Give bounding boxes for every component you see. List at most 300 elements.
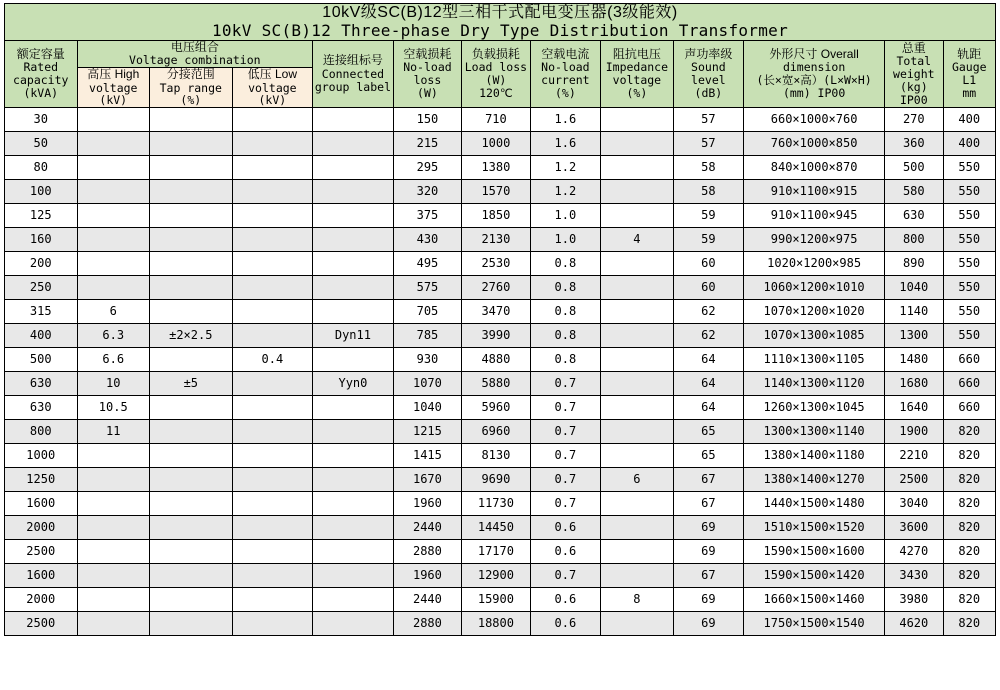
cell-low-voltage bbox=[232, 204, 313, 228]
cell-overall-dimension: 1020×1200×985 bbox=[744, 252, 885, 276]
cell-connected-group bbox=[313, 156, 394, 180]
cell-gauge: 400 bbox=[943, 108, 996, 132]
cell-load-loss: 2760 bbox=[462, 276, 530, 300]
cell-impedance-voltage bbox=[601, 324, 674, 348]
cell-load-loss: 11730 bbox=[462, 492, 530, 516]
cell-impedance-voltage: 8 bbox=[601, 588, 674, 612]
cell-total-weight: 580 bbox=[885, 180, 943, 204]
header-overall-dimension: 外形尺寸 Overall dimension (长×宽×高）(L×W×H)(mm) IP00 bbox=[744, 40, 885, 108]
cell-impedance-voltage bbox=[601, 300, 674, 324]
cell-no-load-current: 0.7 bbox=[530, 444, 600, 468]
cell-tap-range: ±2×2.5 bbox=[150, 324, 233, 348]
cell-no-load-current: 0.8 bbox=[530, 324, 600, 348]
cell-low-voltage bbox=[232, 468, 313, 492]
cell-connected-group bbox=[313, 468, 394, 492]
cell-low-voltage bbox=[232, 516, 313, 540]
cell-tap-range bbox=[150, 396, 233, 420]
table-row bbox=[5, 372, 996, 396]
cell-load-loss: 1850 bbox=[462, 204, 530, 228]
cell-low-voltage bbox=[232, 564, 313, 588]
cell-impedance-voltage bbox=[601, 540, 674, 564]
cell-high-voltage: 6 bbox=[77, 300, 150, 324]
cell-rated-capacity: 250 bbox=[5, 276, 78, 300]
cell-connected-group bbox=[313, 228, 394, 252]
cell-tap-range bbox=[150, 492, 233, 516]
cell-load-loss: 5960 bbox=[462, 396, 530, 420]
header-tap-range: 分接范围 Tap range (%) bbox=[150, 68, 233, 108]
cell-overall-dimension: 990×1200×975 bbox=[744, 228, 885, 252]
cell-rated-capacity: 1250 bbox=[5, 468, 78, 492]
cell-total-weight: 500 bbox=[885, 156, 943, 180]
cell-gauge: 820 bbox=[943, 492, 996, 516]
header-no-load-loss: 空载损耗 No-load loss (W) bbox=[393, 40, 461, 108]
cell-no-load-current: 0.6 bbox=[530, 540, 600, 564]
cell-tap-range bbox=[150, 348, 233, 372]
cell-load-loss: 710 bbox=[462, 108, 530, 132]
cell-connected-group bbox=[313, 300, 394, 324]
cell-no-load-current: 1.2 bbox=[530, 180, 600, 204]
cell-load-loss: 5880 bbox=[462, 372, 530, 396]
header-voltage-combination: 电压组合 Voltage combination bbox=[77, 40, 313, 67]
cell-total-weight: 1900 bbox=[885, 420, 943, 444]
cell-impedance-voltage bbox=[601, 252, 674, 276]
cell-sound-level: 62 bbox=[673, 324, 743, 348]
title-row bbox=[5, 4, 996, 41]
cell-total-weight: 4270 bbox=[885, 540, 943, 564]
cell-impedance-voltage bbox=[601, 372, 674, 396]
table-row bbox=[5, 180, 996, 204]
cell-tap-range bbox=[150, 108, 233, 132]
cell-high-voltage bbox=[77, 204, 150, 228]
cell-no-load-loss: 1215 bbox=[393, 420, 461, 444]
cell-overall-dimension: 760×1000×850 bbox=[744, 132, 885, 156]
cell-sound-level: 60 bbox=[673, 252, 743, 276]
header-no-load-current: 空载电流 No-load current (%) bbox=[530, 40, 600, 108]
cell-total-weight: 890 bbox=[885, 252, 943, 276]
cell-no-load-loss: 1960 bbox=[393, 564, 461, 588]
header-impedance-voltage: 阻抗电压 Impedance voltage (%) bbox=[601, 40, 674, 108]
cell-rated-capacity: 500 bbox=[5, 348, 78, 372]
table-row bbox=[5, 564, 996, 588]
cell-sound-level: 69 bbox=[673, 516, 743, 540]
header-total-weight: 总重 Total weight (kg) IP00 bbox=[885, 40, 943, 108]
cell-no-load-loss: 295 bbox=[393, 156, 461, 180]
cell-sound-level: 64 bbox=[673, 396, 743, 420]
cell-overall-dimension: 1110×1300×1105 bbox=[744, 348, 885, 372]
cell-no-load-current: 0.8 bbox=[530, 300, 600, 324]
cell-gauge: 550 bbox=[943, 204, 996, 228]
cell-impedance-voltage bbox=[601, 132, 674, 156]
cell-low-voltage bbox=[232, 228, 313, 252]
cell-load-loss: 18800 bbox=[462, 612, 530, 636]
cell-total-weight: 1300 bbox=[885, 324, 943, 348]
cell-low-voltage bbox=[232, 324, 313, 348]
cell-tap-range bbox=[150, 612, 233, 636]
cell-overall-dimension: 1060×1200×1010 bbox=[744, 276, 885, 300]
table-row bbox=[5, 204, 996, 228]
cell-connected-group bbox=[313, 396, 394, 420]
cell-high-voltage: 11 bbox=[77, 420, 150, 444]
cell-no-load-loss: 1670 bbox=[393, 468, 461, 492]
cell-rated-capacity: 2500 bbox=[5, 540, 78, 564]
cell-no-load-loss: 215 bbox=[393, 132, 461, 156]
cell-gauge: 550 bbox=[943, 156, 996, 180]
cell-sound-level: 65 bbox=[673, 420, 743, 444]
cell-load-loss: 12900 bbox=[462, 564, 530, 588]
cell-tap-range bbox=[150, 420, 233, 444]
cell-total-weight: 630 bbox=[885, 204, 943, 228]
sheet-title bbox=[5, 4, 996, 41]
table-row bbox=[5, 276, 996, 300]
cell-low-voltage bbox=[232, 132, 313, 156]
cell-total-weight: 4620 bbox=[885, 612, 943, 636]
cell-no-load-current: 0.7 bbox=[530, 420, 600, 444]
cell-total-weight: 2210 bbox=[885, 444, 943, 468]
cell-tap-range bbox=[150, 588, 233, 612]
cell-overall-dimension: 660×1000×760 bbox=[744, 108, 885, 132]
cell-high-voltage: 6.6 bbox=[77, 348, 150, 372]
cell-rated-capacity: 160 bbox=[5, 228, 78, 252]
cell-overall-dimension: 1750×1500×1540 bbox=[744, 612, 885, 636]
cell-low-voltage bbox=[232, 180, 313, 204]
cell-high-voltage: 6.3 bbox=[77, 324, 150, 348]
cell-sound-level: 64 bbox=[673, 348, 743, 372]
cell-tap-range bbox=[150, 204, 233, 228]
cell-total-weight: 3040 bbox=[885, 492, 943, 516]
title-chinese: 10kV级SC(B)12型三相干式配电变压器(3级能效) bbox=[322, 4, 678, 21]
cell-impedance-voltage bbox=[601, 420, 674, 444]
header-connected-group: 连接组标号 Connected group label bbox=[313, 40, 394, 108]
header-low-voltage: 低压 Low voltage (kV) bbox=[232, 68, 313, 108]
cell-total-weight: 3430 bbox=[885, 564, 943, 588]
cell-no-load-current: 1.2 bbox=[530, 156, 600, 180]
table-row bbox=[5, 492, 996, 516]
cell-impedance-voltage bbox=[601, 564, 674, 588]
cell-overall-dimension: 840×1000×870 bbox=[744, 156, 885, 180]
cell-overall-dimension: 1070×1300×1085 bbox=[744, 324, 885, 348]
cell-gauge: 820 bbox=[943, 444, 996, 468]
cell-sound-level: 62 bbox=[673, 300, 743, 324]
table-row bbox=[5, 468, 996, 492]
cell-gauge: 820 bbox=[943, 588, 996, 612]
cell-connected-group: Yyn0 bbox=[313, 372, 394, 396]
cell-sound-level: 69 bbox=[673, 588, 743, 612]
cell-overall-dimension: 1300×1300×1140 bbox=[744, 420, 885, 444]
cell-high-voltage bbox=[77, 180, 150, 204]
cell-load-loss: 1570 bbox=[462, 180, 530, 204]
cell-tap-range bbox=[150, 180, 233, 204]
table-row bbox=[5, 300, 996, 324]
cell-load-loss: 4880 bbox=[462, 348, 530, 372]
cell-impedance-voltage bbox=[601, 180, 674, 204]
cell-low-voltage bbox=[232, 444, 313, 468]
cell-tap-range bbox=[150, 228, 233, 252]
cell-sound-level: 58 bbox=[673, 180, 743, 204]
cell-connected-group bbox=[313, 132, 394, 156]
cell-high-voltage: 10 bbox=[77, 372, 150, 396]
cell-high-voltage bbox=[77, 540, 150, 564]
cell-rated-capacity: 1000 bbox=[5, 444, 78, 468]
cell-rated-capacity: 315 bbox=[5, 300, 78, 324]
transformer-spec-table bbox=[4, 3, 996, 636]
cell-no-load-current: 0.7 bbox=[530, 372, 600, 396]
cell-no-load-current: 0.8 bbox=[530, 252, 600, 276]
cell-connected-group bbox=[313, 108, 394, 132]
cell-load-loss: 1000 bbox=[462, 132, 530, 156]
cell-rated-capacity: 80 bbox=[5, 156, 78, 180]
cell-low-voltage bbox=[232, 156, 313, 180]
cell-connected-group bbox=[313, 612, 394, 636]
cell-connected-group bbox=[313, 516, 394, 540]
cell-connected-group bbox=[313, 180, 394, 204]
cell-load-loss: 15900 bbox=[462, 588, 530, 612]
cell-sound-level: 57 bbox=[673, 132, 743, 156]
cell-gauge: 550 bbox=[943, 228, 996, 252]
cell-tap-range bbox=[150, 300, 233, 324]
cell-impedance-voltage bbox=[601, 612, 674, 636]
cell-high-voltage bbox=[77, 564, 150, 588]
cell-no-load-current: 0.7 bbox=[530, 564, 600, 588]
cell-low-voltage bbox=[232, 396, 313, 420]
cell-gauge: 820 bbox=[943, 612, 996, 636]
cell-connected-group bbox=[313, 348, 394, 372]
header-gauge: 轨距 Gauge L1 mm bbox=[943, 40, 996, 108]
cell-tap-range bbox=[150, 276, 233, 300]
cell-gauge: 550 bbox=[943, 276, 996, 300]
header-sound-level: 声功率级 Sound level (dB) bbox=[673, 40, 743, 108]
cell-sound-level: 57 bbox=[673, 108, 743, 132]
cell-overall-dimension: 910×1100×915 bbox=[744, 180, 885, 204]
cell-no-load-current: 0.7 bbox=[530, 492, 600, 516]
cell-high-voltage bbox=[77, 516, 150, 540]
cell-impedance-voltage: 4 bbox=[601, 228, 674, 252]
table-row bbox=[5, 588, 996, 612]
header-rated-capacity: 额定容量 Rated capacity (kVA) bbox=[5, 40, 78, 108]
cell-total-weight: 800 bbox=[885, 228, 943, 252]
cell-low-voltage bbox=[232, 492, 313, 516]
cell-tap-range bbox=[150, 540, 233, 564]
table-row bbox=[5, 252, 996, 276]
cell-no-load-loss: 930 bbox=[393, 348, 461, 372]
cell-total-weight: 1680 bbox=[885, 372, 943, 396]
cell-gauge: 820 bbox=[943, 516, 996, 540]
cell-connected-group bbox=[313, 204, 394, 228]
cell-overall-dimension: 1440×1500×1480 bbox=[744, 492, 885, 516]
cell-rated-capacity: 2000 bbox=[5, 516, 78, 540]
cell-load-loss: 9690 bbox=[462, 468, 530, 492]
cell-low-voltage: 0.4 bbox=[232, 348, 313, 372]
cell-sound-level: 59 bbox=[673, 228, 743, 252]
cell-load-loss: 17170 bbox=[462, 540, 530, 564]
cell-connected-group bbox=[313, 252, 394, 276]
cell-total-weight: 2500 bbox=[885, 468, 943, 492]
cell-impedance-voltage: 6 bbox=[601, 468, 674, 492]
cell-tap-range bbox=[150, 252, 233, 276]
cell-gauge: 660 bbox=[943, 372, 996, 396]
cell-impedance-voltage bbox=[601, 492, 674, 516]
cell-impedance-voltage bbox=[601, 516, 674, 540]
cell-total-weight: 1640 bbox=[885, 396, 943, 420]
cell-rated-capacity: 2500 bbox=[5, 612, 78, 636]
cell-total-weight: 1040 bbox=[885, 276, 943, 300]
cell-low-voltage bbox=[232, 252, 313, 276]
cell-rated-capacity: 800 bbox=[5, 420, 78, 444]
cell-sound-level: 67 bbox=[673, 468, 743, 492]
cell-tap-range bbox=[150, 564, 233, 588]
table-body bbox=[5, 108, 996, 636]
cell-overall-dimension: 910×1100×945 bbox=[744, 204, 885, 228]
cell-overall-dimension: 1510×1500×1520 bbox=[744, 516, 885, 540]
cell-no-load-loss: 430 bbox=[393, 228, 461, 252]
cell-high-voltage bbox=[77, 468, 150, 492]
cell-rated-capacity: 100 bbox=[5, 180, 78, 204]
header-high-voltage: 高压 High voltage (kV) bbox=[77, 68, 150, 108]
cell-no-load-loss: 1040 bbox=[393, 396, 461, 420]
cell-impedance-voltage bbox=[601, 396, 674, 420]
cell-sound-level: 60 bbox=[673, 276, 743, 300]
cell-no-load-loss: 320 bbox=[393, 180, 461, 204]
cell-no-load-current: 0.6 bbox=[530, 612, 600, 636]
cell-no-load-current: 1.0 bbox=[530, 204, 600, 228]
cell-no-load-loss: 575 bbox=[393, 276, 461, 300]
cell-overall-dimension: 1380×1400×1180 bbox=[744, 444, 885, 468]
cell-rated-capacity: 2000 bbox=[5, 588, 78, 612]
cell-connected-group bbox=[313, 276, 394, 300]
cell-tap-range: ±5 bbox=[150, 372, 233, 396]
cell-sound-level: 69 bbox=[673, 612, 743, 636]
cell-high-voltage bbox=[77, 492, 150, 516]
cell-impedance-voltage bbox=[601, 108, 674, 132]
cell-overall-dimension: 1380×1400×1270 bbox=[744, 468, 885, 492]
cell-gauge: 820 bbox=[943, 468, 996, 492]
cell-connected-group bbox=[313, 540, 394, 564]
cell-high-voltage bbox=[77, 228, 150, 252]
table-row bbox=[5, 396, 996, 420]
cell-total-weight: 1480 bbox=[885, 348, 943, 372]
cell-no-load-current: 0.6 bbox=[530, 588, 600, 612]
cell-load-loss: 14450 bbox=[462, 516, 530, 540]
cell-load-loss: 2130 bbox=[462, 228, 530, 252]
cell-load-loss: 3990 bbox=[462, 324, 530, 348]
cell-gauge: 660 bbox=[943, 396, 996, 420]
cell-rated-capacity: 630 bbox=[5, 396, 78, 420]
cell-gauge: 550 bbox=[943, 252, 996, 276]
table-row bbox=[5, 444, 996, 468]
cell-no-load-current: 0.8 bbox=[530, 348, 600, 372]
cell-no-load-current: 1.6 bbox=[530, 108, 600, 132]
cell-sound-level: 65 bbox=[673, 444, 743, 468]
cell-gauge: 550 bbox=[943, 180, 996, 204]
cell-rated-capacity: 30 bbox=[5, 108, 78, 132]
cell-sound-level: 64 bbox=[673, 372, 743, 396]
cell-high-voltage bbox=[77, 108, 150, 132]
header-row-1 bbox=[5, 40, 996, 67]
cell-no-load-loss: 1070 bbox=[393, 372, 461, 396]
cell-total-weight: 3980 bbox=[885, 588, 943, 612]
cell-gauge: 550 bbox=[943, 324, 996, 348]
cell-connected-group: Dyn11 bbox=[313, 324, 394, 348]
cell-high-voltage bbox=[77, 276, 150, 300]
cell-impedance-voltage bbox=[601, 204, 674, 228]
table-row bbox=[5, 516, 996, 540]
cell-rated-capacity: 1600 bbox=[5, 492, 78, 516]
cell-tap-range bbox=[150, 156, 233, 180]
cell-impedance-voltage bbox=[601, 156, 674, 180]
cell-high-voltage bbox=[77, 444, 150, 468]
cell-no-load-current: 0.7 bbox=[530, 468, 600, 492]
table-row bbox=[5, 612, 996, 636]
cell-gauge: 820 bbox=[943, 540, 996, 564]
cell-rated-capacity: 50 bbox=[5, 132, 78, 156]
cell-no-load-loss: 2440 bbox=[393, 588, 461, 612]
cell-high-voltage bbox=[77, 252, 150, 276]
cell-high-voltage bbox=[77, 132, 150, 156]
cell-sound-level: 67 bbox=[673, 492, 743, 516]
cell-load-loss: 2530 bbox=[462, 252, 530, 276]
cell-impedance-voltage bbox=[601, 276, 674, 300]
cell-sound-level: 67 bbox=[673, 564, 743, 588]
cell-no-load-loss: 1960 bbox=[393, 492, 461, 516]
cell-load-loss: 6960 bbox=[462, 420, 530, 444]
cell-low-voltage bbox=[232, 588, 313, 612]
cell-no-load-loss: 705 bbox=[393, 300, 461, 324]
cell-no-load-loss: 1415 bbox=[393, 444, 461, 468]
cell-low-voltage bbox=[232, 276, 313, 300]
cell-connected-group bbox=[313, 444, 394, 468]
cell-low-voltage bbox=[232, 300, 313, 324]
cell-overall-dimension: 1260×1300×1045 bbox=[744, 396, 885, 420]
cell-load-loss: 3470 bbox=[462, 300, 530, 324]
cell-rated-capacity: 200 bbox=[5, 252, 78, 276]
table-row bbox=[5, 420, 996, 444]
cell-rated-capacity: 630 bbox=[5, 372, 78, 396]
title-english: 10kV SC(B)12 Three-phase Dry Type Distribution Transformer bbox=[211, 20, 789, 40]
cell-impedance-voltage bbox=[601, 444, 674, 468]
cell-sound-level: 59 bbox=[673, 204, 743, 228]
table-row bbox=[5, 108, 996, 132]
cell-tap-range bbox=[150, 468, 233, 492]
cell-gauge: 400 bbox=[943, 132, 996, 156]
cell-total-weight: 1140 bbox=[885, 300, 943, 324]
table-row bbox=[5, 348, 996, 372]
cell-connected-group bbox=[313, 588, 394, 612]
cell-low-voltage bbox=[232, 108, 313, 132]
cell-no-load-current: 1.6 bbox=[530, 132, 600, 156]
cell-low-voltage bbox=[232, 612, 313, 636]
cell-total-weight: 3600 bbox=[885, 516, 943, 540]
cell-no-load-loss: 2880 bbox=[393, 540, 461, 564]
table-row bbox=[5, 228, 996, 252]
cell-no-load-loss: 375 bbox=[393, 204, 461, 228]
cell-low-voltage bbox=[232, 420, 313, 444]
cell-no-load-loss: 2440 bbox=[393, 516, 461, 540]
cell-high-voltage bbox=[77, 156, 150, 180]
cell-load-loss: 8130 bbox=[462, 444, 530, 468]
cell-gauge: 660 bbox=[943, 348, 996, 372]
cell-tap-range bbox=[150, 132, 233, 156]
table-row bbox=[5, 132, 996, 156]
cell-sound-level: 58 bbox=[673, 156, 743, 180]
cell-no-load-current: 1.0 bbox=[530, 228, 600, 252]
table-row bbox=[5, 540, 996, 564]
cell-rated-capacity: 125 bbox=[5, 204, 78, 228]
cell-tap-range bbox=[150, 516, 233, 540]
cell-no-load-loss: 495 bbox=[393, 252, 461, 276]
cell-no-load-loss: 150 bbox=[393, 108, 461, 132]
cell-low-voltage bbox=[232, 372, 313, 396]
cell-no-load-current: 0.7 bbox=[530, 396, 600, 420]
cell-sound-level: 69 bbox=[673, 540, 743, 564]
